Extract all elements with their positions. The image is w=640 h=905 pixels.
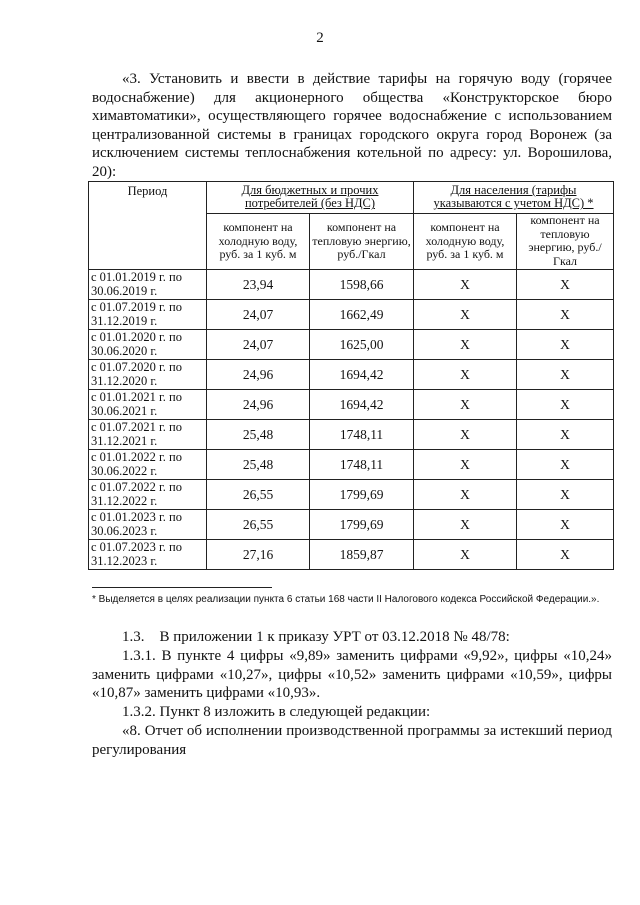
period-header: Период	[89, 182, 207, 270]
table-row	[89, 360, 614, 390]
cold-water-value: 25,48	[207, 450, 310, 480]
population-cold-value: Х	[414, 360, 517, 390]
period-cell: с 01.01.2020 г. по 30.06.2020 г.	[89, 330, 207, 360]
table-row	[89, 510, 614, 540]
footnote: * Выделяется в целях реализации пункта 6 статьи 168 части II Налогового кодекса Российской Федерации.».	[92, 594, 600, 605]
table-row	[89, 420, 614, 450]
population-cold-value: Х	[414, 480, 517, 510]
cold-water-value: 24,96	[207, 360, 310, 390]
heat-value: 1799,69	[310, 480, 414, 510]
population-heat-value: Х	[517, 330, 614, 360]
budget-consumers-header	[207, 182, 414, 214]
period-cell: с 01.01.2023 г. по 30.06.2023 г.	[89, 510, 207, 540]
period-cell: с 01.01.2021 г. по 30.06.2021 г.	[89, 390, 207, 420]
heat-value: 1694,42	[310, 390, 414, 420]
population-heat-value: Х	[517, 390, 614, 420]
cold-water-value: 26,55	[207, 480, 310, 510]
population-cold-value: Х	[414, 390, 517, 420]
intro-paragraph: «3. Установить и ввести в действие тарифы на горячую воду (горячее водоснабжение) для акционерного общества «Конструкторское бюро химавтоматики», осуществляющего горячее водоснабжение с использованием централизованной системы в границах городского округа город Воронеж (за исключением системы теплоснабжения котельной по адресу: ул. Ворошилова, 20):	[92, 71, 612, 180]
population-heat-value: Х	[517, 450, 614, 480]
paragraph-1-3: 1.3. В приложении 1 к приказу УРТ от 03.12.2018 № 48/78:	[122, 629, 510, 645]
population-heat-value: Х	[517, 360, 614, 390]
heat-value: 1859,87	[310, 540, 414, 570]
population-cold-value: Х	[414, 330, 517, 360]
period-cell: с 01.07.2021 г. по 31.12.2021 г.	[89, 420, 207, 450]
budget-heat-header: компонент на тепловую энергию, руб./Гкал	[310, 213, 414, 269]
cold-water-value: 24,07	[207, 330, 310, 360]
period-cell: с 01.01.2019 г. по 30.06.2019 г.	[89, 270, 207, 300]
period-cell: с 01.07.2023 г. по 31.12.2023 г.	[89, 540, 207, 570]
heat-value: 1598,66	[310, 270, 414, 300]
cold-water-value: 27,16	[207, 540, 310, 570]
paragraph-1-3-1: 1.3.1. В пункте 4 цифры «9,89» заменить цифрами «9,92», цифры «10,24» заменить цифрами «10,27», цифры «10,52» заменить цифрами «10,59», цифры «10,87» заменить цифрами «10,93».	[92, 648, 612, 701]
population-cold-value: Х	[414, 420, 517, 450]
population-heat-value: Х	[517, 420, 614, 450]
population-cold-value: Х	[414, 300, 517, 330]
heat-value: 1748,11	[310, 420, 414, 450]
period-cell: с 01.07.2020 г. по 31.12.2020 г.	[89, 360, 207, 390]
table-row	[89, 390, 614, 420]
population-cold-value: Х	[414, 450, 517, 480]
table-row	[89, 330, 614, 360]
cold-water-value: 23,94	[207, 270, 310, 300]
cold-water-value: 24,07	[207, 300, 310, 330]
population-heat-value: Х	[517, 270, 614, 300]
heat-value: 1625,00	[310, 330, 414, 360]
page-number: 2	[316, 30, 324, 46]
population-heat-value: Х	[517, 480, 614, 510]
table-row	[89, 300, 614, 330]
period-cell: с 01.07.2022 г. по 31.12.2022 г.	[89, 480, 207, 510]
population-heat-value: Х	[517, 540, 614, 570]
heat-value: 1662,49	[310, 300, 414, 330]
cold-water-value: 24,96	[207, 390, 310, 420]
population-header	[414, 182, 614, 214]
period-cell: с 01.01.2022 г. по 30.06.2022 г.	[89, 450, 207, 480]
population-cold-value: Х	[414, 510, 517, 540]
cold-water-value: 26,55	[207, 510, 310, 540]
population-header-text: Для населения (тарифы указываются с учетом НДС) *	[433, 182, 594, 211]
population-cold-value: Х	[414, 270, 517, 300]
population-heat-value: Х	[517, 300, 614, 330]
table-row	[89, 540, 614, 570]
table-row	[89, 480, 614, 510]
population-heat-header: компонент на тепловую энергию, руб./Гкал	[517, 213, 614, 269]
heat-value: 1748,11	[310, 450, 414, 480]
tariff-table	[88, 181, 614, 570]
paragraph-1-3-2: 1.3.2. Пункт 8 изложить в следующей редакции:	[122, 704, 431, 720]
heat-value: 1799,69	[310, 510, 414, 540]
table-row	[89, 270, 614, 300]
population-cold-water-header: компонент на холодную воду, руб. за 1 куб. м	[414, 213, 517, 269]
budget-cold-water-header: компонент на холодную воду, руб. за 1 куб. м	[207, 213, 310, 269]
cold-water-value: 25,48	[207, 420, 310, 450]
budget-consumers-header-text: Для бюджетных и прочих потребителей (без НДС)	[241, 182, 379, 211]
period-cell: с 01.07.2019 г. по 31.12.2019 г.	[89, 300, 207, 330]
population-heat-value: Х	[517, 510, 614, 540]
table-row	[89, 450, 614, 480]
population-cold-value: Х	[414, 540, 517, 570]
heat-value: 1694,42	[310, 360, 414, 390]
paragraph-8: «8. Отчет об исполнении производственной программы за истекший период регулирования	[92, 723, 612, 758]
footnote-divider	[92, 587, 272, 588]
